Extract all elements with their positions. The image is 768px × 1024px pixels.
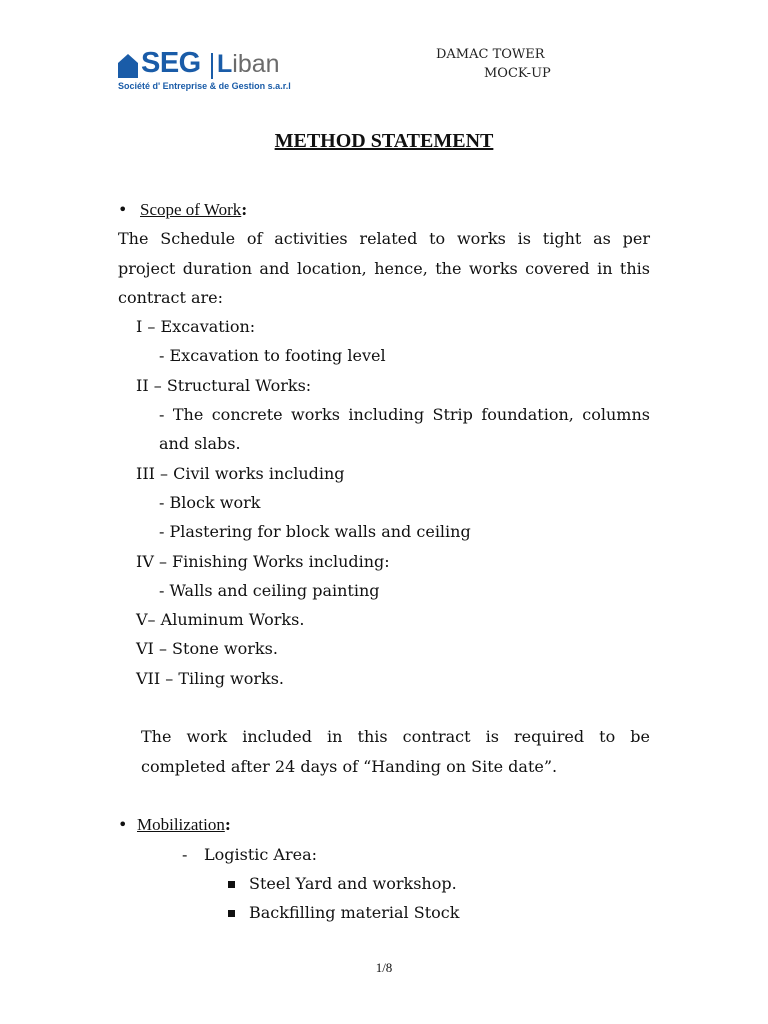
bullet-icon: • [118, 200, 128, 219]
spacer [118, 693, 650, 722]
logo-tagline: Société d' Entreprise & de Gestion s.a.r.l [118, 81, 291, 91]
scope-intro-line: contract are: [118, 287, 224, 307]
document-body [118, 195, 650, 927]
scope-item: VI – Stone works. [136, 639, 278, 659]
scope-subitem: - Plastering for block walls and ceiling [159, 522, 471, 542]
house-icon [118, 54, 138, 78]
scope-subitem: - Block work [159, 492, 261, 512]
mobilization-heading: • Mobilization: [118, 810, 650, 839]
scope-item: VII – Tiling works. [136, 668, 284, 688]
project-name: DAMAC TOWER [436, 47, 545, 62]
scope-item: IV – Finishing Works including: [136, 551, 390, 571]
mobilization-dash-item: - Logistic Area: [118, 840, 650, 869]
scope-closing-line: The work included in this contract is required to be [141, 727, 650, 747]
logo-divider [211, 53, 213, 79]
document-title: METHOD STATEMENT [274, 130, 494, 152]
scope-subitem: - Walls and ceiling painting [159, 580, 380, 600]
company-logo [118, 47, 291, 96]
project-subtitle: MOCK-UP [484, 66, 551, 81]
spacer [118, 781, 650, 810]
square-bullet-icon [228, 881, 235, 888]
square-bullet-icon [228, 910, 235, 917]
project-header [436, 45, 551, 83]
scope-item: III – Civil works including [136, 463, 345, 483]
dash-icon: - [182, 844, 188, 864]
mobilization-subitem: Steel Yard and workshop. [118, 869, 650, 898]
scope-item: I – Excavation: [136, 317, 256, 337]
scope-heading: • Scope of Work: [118, 195, 650, 224]
scope-intro-line: project duration and location, hence, the works covered in this [118, 258, 650, 278]
bullet-icon: • [118, 815, 128, 835]
scope-closing-line: completed after 24 days of “Handing on Site date”. [141, 756, 558, 776]
logo-brand: SEG [141, 47, 201, 79]
mobilization-subitem: Backfilling material Stock [118, 898, 650, 927]
scope-intro-line: The Schedule of activities related to works is tight as per [118, 229, 650, 249]
scope-item: II – Structural Works: [136, 375, 312, 395]
scope-item: V– Aluminum Works. [136, 610, 305, 630]
page-number: 1/8 [375, 960, 393, 975]
scope-subitem: - Excavation to footing level [159, 346, 386, 366]
logo-suffix: Liban [217, 50, 280, 78]
scope-subitem: - The concrete works including Strip foundation, columns [159, 405, 650, 425]
scope-subitem: and slabs. [159, 434, 241, 454]
